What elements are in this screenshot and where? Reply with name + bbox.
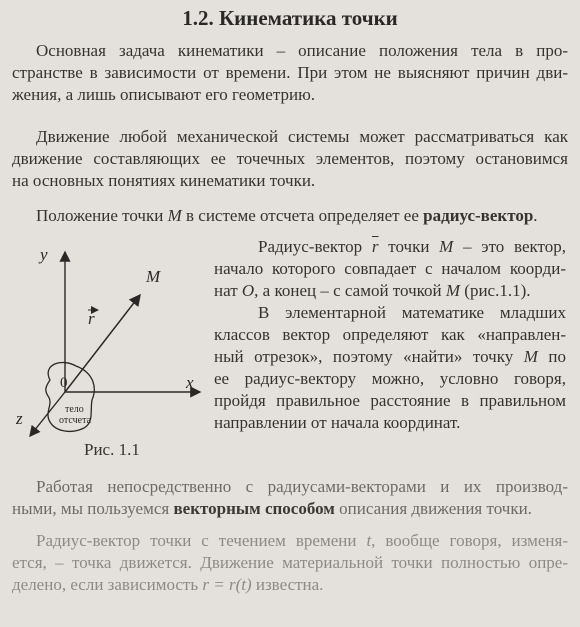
paragraph-line: Радиус-вектор $\overline{r}$ точки M – это вектор,: [258, 237, 567, 256]
paragraph-mechanical-system: [12, 126, 568, 192]
paragraph-position: [36, 205, 576, 227]
radius-vector-arrow: [65, 295, 140, 392]
coordinate-diagram: [10, 240, 210, 470]
paragraph-intro: [12, 40, 568, 106]
paragraph-line: Работая непосредственно с радиусами-векторами и их производ-: [36, 477, 568, 496]
origin-label: 0: [60, 375, 68, 391]
paragraph-line: на основных понятиях кинематики точки.: [12, 171, 316, 190]
paragraph-line: В элементарной математике младших: [258, 303, 566, 322]
term-vector-method: векторным способом: [173, 499, 335, 518]
paragraph-line: ный отрезок», поэтому «найти» точку M по: [214, 347, 566, 366]
paragraph-line: пройдя правильное расстояние в правильном: [214, 391, 566, 410]
section-title: 1.2. Кинематика точки: [182, 6, 398, 30]
paragraph-line: ными, мы пользуемся векторным способом описания движения точки.: [12, 499, 532, 518]
paragraph-motion: [12, 530, 568, 596]
figure-1-1: [10, 240, 210, 470]
point-m-label: M: [146, 267, 161, 286]
paragraph-line: Основная задача кинематики – описание положения тела в про-: [36, 41, 568, 60]
paragraph-line: странстве в зависимости от времени. При этом не выясняют причин дви-: [12, 63, 568, 82]
paragraph-line: Движение любой механической системы может рассматриваться как: [36, 127, 568, 146]
paragraph-line: нат O, а конец – с самой точкой M (рис.1.1).: [214, 281, 531, 300]
body-label-line1: тело: [65, 404, 84, 415]
paragraph-radius-vector-definition: [214, 236, 566, 434]
paragraph-line: классов вектор определяют как «направлен-: [214, 325, 566, 344]
paragraph-line: начало которого совпадает с началом коорди-: [214, 259, 566, 278]
radius-vector-label: r: [88, 309, 95, 328]
y-axis-label: y: [40, 245, 48, 264]
figure-caption: Рис. 1.1: [84, 440, 140, 459]
paragraph-line: жения, а лишь описывают его геометрию.: [12, 85, 316, 104]
paragraph-line: делено, если зависимость r = r(t) известна.: [12, 575, 324, 594]
paragraph-line: Радиус-вектор точки с течением времени t, вообще говоря, изменя-: [36, 531, 568, 550]
paragraph-line: ется, – точка движется. Движение материальной точки полностью опре-: [12, 553, 568, 572]
body-label-line2: отсчета: [59, 415, 91, 426]
paragraph-vector-method: [12, 476, 568, 520]
paragraph-line: движение составляющих ее точечных элементов, поэтому остановимся: [12, 149, 568, 168]
x-axis-label: x: [186, 373, 194, 392]
paragraph-line: ее радиус-вектору можно, условно говоря,: [214, 369, 566, 388]
term-radius-vector: радиус-вектор: [423, 206, 534, 225]
paragraph-line: направлении от начала координат.: [214, 413, 461, 432]
z-axis-label: z: [16, 409, 23, 428]
paragraph-line: Положение точки M в системе отсчета определяет ее радиус-вектор.: [36, 206, 538, 225]
formula-r-of-t: r = r(t): [202, 575, 252, 594]
